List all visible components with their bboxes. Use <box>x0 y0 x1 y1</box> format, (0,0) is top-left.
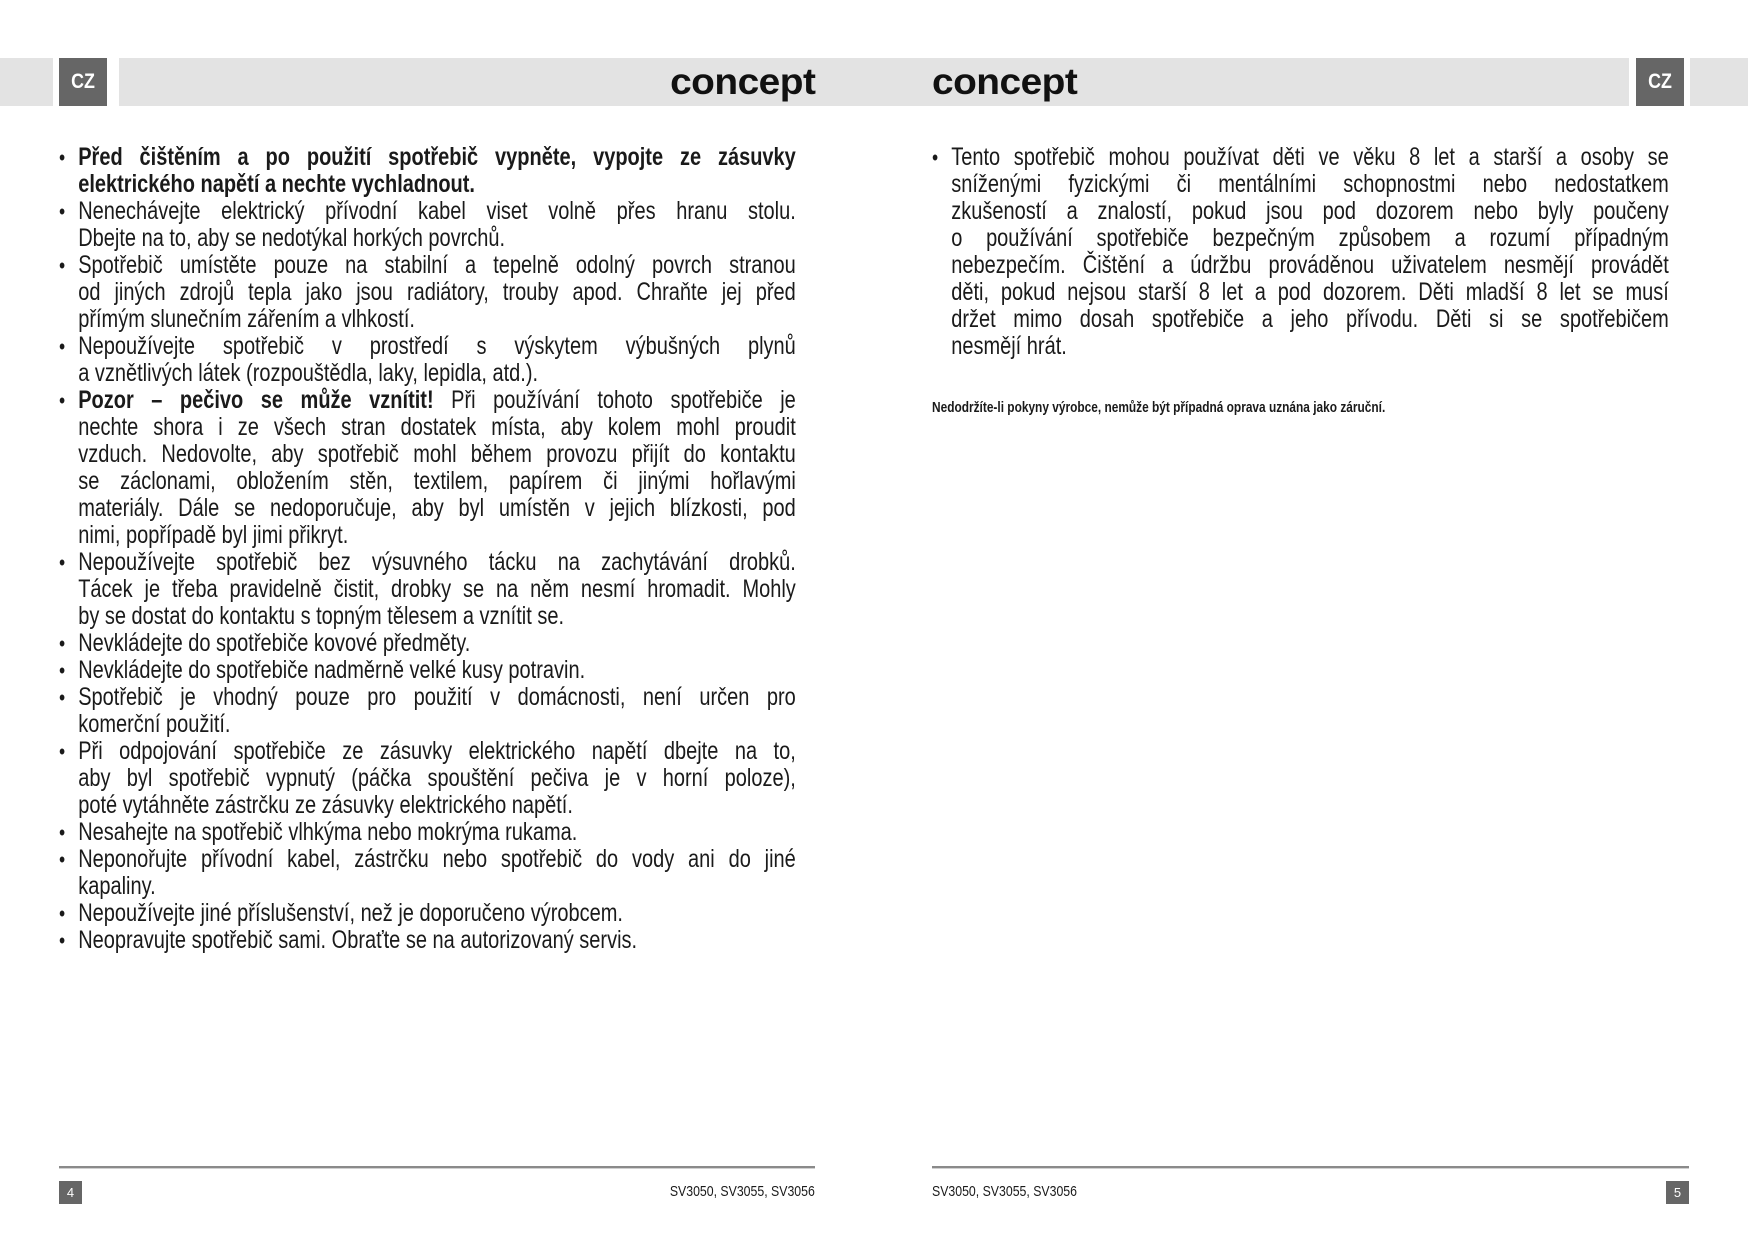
text: by se dostat do kontaktu s topným tělesem a vznítit se. <box>78 602 565 630</box>
list-item <box>59 738 796 819</box>
text: od jiných zdrojů tepla jako jsou radiátory, trouby apod. Chraňte jej před <box>78 278 796 306</box>
text-line <box>78 252 796 279</box>
list-item <box>59 684 796 738</box>
bold-text: Pozor – pečivo se může vznítit! <box>78 386 434 414</box>
brand-logo-right: concept <box>932 61 1078 102</box>
text-line <box>78 603 796 630</box>
text: Nevkládejte do spotřebiče nadměrně velké kusy potravin. <box>78 656 586 684</box>
list-item <box>59 387 796 549</box>
text: komerční použití. <box>78 710 231 738</box>
language-badge-right <box>1636 58 1684 106</box>
footer-divider-left <box>59 1166 815 1169</box>
page-number-left: 4 <box>59 1181 82 1204</box>
text-line <box>78 333 796 360</box>
text-line <box>78 495 796 522</box>
text-line <box>78 387 796 414</box>
text: přímým slunečním zářením a vlhkostí. <box>78 305 415 333</box>
text: kapaliny. <box>78 872 156 900</box>
list-item <box>59 657 796 684</box>
footer-divider-right <box>932 1166 1689 1169</box>
bullet-icon: • <box>59 847 66 872</box>
text: Nepoužívejte spotřebič v prostředí s výskytem výbušných plynů <box>78 332 796 360</box>
header-band-right-edge <box>1690 58 1748 106</box>
text-line <box>78 522 796 549</box>
list-item <box>59 846 796 900</box>
text: Neponořujte přívodní kabel, zástrčku nebo spotřebič do vody ani do jiné <box>78 845 796 873</box>
text-line <box>78 927 796 954</box>
language-badge-left <box>59 58 107 106</box>
text-line <box>78 657 796 684</box>
text: Spotřebič umístěte pouze na stabilní a tepelně odolný povrch stranou <box>78 251 796 279</box>
text-line <box>951 171 1669 198</box>
text: Tácek je třeba pravidelně čistit, drobky se na něm nesmí hromadit. Mohly <box>78 575 796 603</box>
text-line <box>78 360 796 387</box>
text: materiály. Dále se nedoporučuje, aby byl umístěn v jejich blízkosti, pod <box>78 494 796 522</box>
bullet-icon: • <box>59 820 66 845</box>
list-item <box>59 252 796 333</box>
text: se záclonami, obložením stěn, textilem, papírem či jinými hořlavými <box>78 467 796 495</box>
text: nebezpečím. Čištění a údržbu prováděnou uživatelem nesmějí provádět <box>951 251 1669 279</box>
list-item <box>59 819 796 846</box>
list-item <box>59 630 796 657</box>
text-line <box>78 792 796 819</box>
language-label: CZ <box>71 70 95 93</box>
bullet-icon: • <box>932 145 939 170</box>
list-item <box>59 198 796 252</box>
list-item <box>59 333 796 387</box>
list-item <box>59 927 796 954</box>
bold-text: Před čištěním a po použití spotřebič vypněte, vypojte ze zásuvky <box>78 143 796 171</box>
list-item <box>59 144 796 198</box>
text: a vznětlivých látek (rozpouštědla, laky, lepidla, atd.). <box>78 359 539 387</box>
bullet-icon: • <box>59 550 66 575</box>
text-line <box>78 198 796 225</box>
text-line <box>78 711 796 738</box>
text-line <box>78 873 796 900</box>
bullet-icon: • <box>59 631 66 656</box>
bullet-icon: • <box>59 685 66 710</box>
right-page-safety-list <box>932 144 1669 360</box>
text: děti, pokud nejsou starší 8 let a pod dozorem. Děti mladší 8 let se musí <box>951 278 1669 306</box>
text-line <box>78 441 796 468</box>
bullet-icon: • <box>59 739 66 764</box>
text-line <box>951 279 1669 306</box>
text-line <box>78 846 796 873</box>
list-item <box>59 549 796 630</box>
text: Spotřebič je vhodný pouze pro použití v domácnosti, není určen pro <box>78 683 796 711</box>
text: poté vytáhněte zástrčku ze zásuvky elektrického napětí. <box>78 791 573 819</box>
brand-logo-left: concept <box>669 61 815 102</box>
page-number-right: 5 <box>1666 1181 1689 1204</box>
text-line <box>78 765 796 792</box>
model-numbers-left: SV3050, SV3055, SV3056 <box>670 1183 815 1200</box>
text: nechte shora i ze všech stran dostatek místa, aby kolem mohl proudit <box>78 413 796 441</box>
text: Nevkládejte do spotřebiče kovové předměty. <box>78 629 471 657</box>
text: nimi, popřípadě byl jimi přikryt. <box>78 521 349 549</box>
language-label: CZ <box>1648 70 1672 93</box>
text-line <box>951 198 1669 225</box>
text-line <box>951 333 1669 360</box>
text: Nepoužívejte jiné příslušenství, než je doporučeno výrobcem. <box>78 899 623 927</box>
text-line <box>78 630 796 657</box>
text: zkušeností a znalostí, pokud jsou pod dozorem nebo byly poučeny <box>951 197 1669 225</box>
text-line <box>951 225 1669 252</box>
text: Při odpojování spotřebiče ze zásuvky elektrického napětí dbejte na to, <box>78 737 796 765</box>
header-band <box>119 58 1629 106</box>
text-line <box>78 468 796 495</box>
list-item <box>932 144 1669 360</box>
bullet-icon: • <box>59 145 66 170</box>
warranty-notice: Nedodržíte-li pokyny výrobce, nemůže být případná oprava uznána jako záruční. <box>932 400 1386 416</box>
text-line <box>78 900 796 927</box>
bullet-icon: • <box>59 253 66 278</box>
text-line <box>78 414 796 441</box>
list-item <box>59 900 796 927</box>
text-line <box>78 306 796 333</box>
text: Při používání tohoto spotřebiče je <box>433 386 796 414</box>
text-line <box>951 144 1669 171</box>
bullet-icon: • <box>59 901 66 926</box>
text: držet mimo dosah spotřebiče a jeho přívodu. Děti si se spotřebičem <box>951 305 1669 333</box>
text-line <box>78 738 796 765</box>
text: Nesahejte na spotřebič vlhkýma nebo mokrýma rukama. <box>78 818 578 846</box>
left-page-safety-list <box>59 144 796 954</box>
text-line <box>951 252 1669 279</box>
header-band-left-edge <box>0 58 53 106</box>
bullet-icon: • <box>59 928 66 953</box>
text-line <box>78 819 796 846</box>
bold-text: elektrického napětí a nechte vychladnout. <box>78 170 475 198</box>
text: aby byl spotřebič vypnutý (páčka spouštění pečiva je v horní poloze), <box>78 764 796 792</box>
bullet-icon: • <box>59 388 66 413</box>
bullet-icon: • <box>59 658 66 683</box>
text: o používání spotřebiče bezpečným způsobem a rozumí případným <box>951 224 1669 252</box>
text-line <box>951 306 1669 333</box>
text: sníženými fyzickými či mentálními schopnostmi nebo nedostatkem <box>951 170 1669 198</box>
text-line <box>78 576 796 603</box>
text: nesmějí hrát. <box>951 332 1067 360</box>
text-line <box>78 549 796 576</box>
text-line <box>78 171 796 198</box>
text: Nenechávejte elektrický přívodní kabel viset volně přes hranu stolu. <box>78 197 796 225</box>
text: Tento spotřebič mohou používat děti ve věku 8 let a starší a osoby se <box>951 143 1669 171</box>
text: Dbejte na to, aby se nedotýkal horkých povrchů. <box>78 224 506 252</box>
text-line <box>78 225 796 252</box>
bullet-icon: • <box>59 334 66 359</box>
bullet-icon: • <box>59 199 66 224</box>
text-line <box>78 279 796 306</box>
text-line <box>78 144 796 171</box>
text-line <box>78 684 796 711</box>
text: Neopravujte spotřebič sami. Obraťte se na autorizovaný servis. <box>78 926 638 954</box>
text: Nepoužívejte spotřebič bez výsuvného tácku na zachytávání drobků. <box>78 548 796 576</box>
model-numbers-right: SV3050, SV3055, SV3056 <box>932 1183 1077 1200</box>
text: vzduch. Nedovolte, aby spotřebič mohl během provozu přijít do kontaktu <box>78 440 796 468</box>
